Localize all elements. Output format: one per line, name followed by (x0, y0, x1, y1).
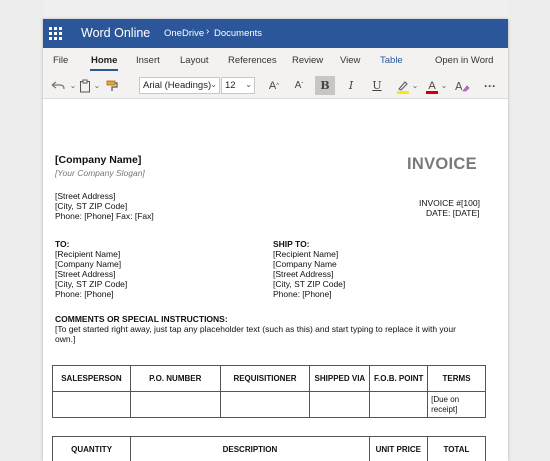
header-salesperson: SALESPERSON (53, 366, 131, 392)
header-terms: TERMS (428, 366, 486, 392)
font-color-button[interactable] (423, 76, 441, 95)
cell-shipped-via[interactable] (310, 392, 370, 418)
ship-to-line[interactable]: [Street Address] (273, 269, 334, 279)
street-address[interactable]: [Street Address] (55, 191, 116, 201)
undo-button[interactable] (46, 76, 68, 95)
ship-to-line[interactable]: Phone: [Phone] (273, 289, 332, 299)
breadcrumb-onedrive[interactable]: OneDrive (164, 28, 205, 39)
background-left (0, 0, 44, 461)
breadcrumb-documents[interactable]: Documents (214, 28, 263, 39)
highlight-color-bar (397, 91, 409, 94)
font-name-value: Arial (Headings) (143, 80, 212, 91)
shrink-font-icon: A (294, 80, 302, 91)
clear-formatting-button[interactable] (453, 76, 471, 95)
svg-text:A: A (455, 79, 463, 93)
tab-table[interactable]: Table (380, 55, 403, 66)
cell-terms[interactable]: [Due on receipt] (428, 392, 486, 418)
tab-insert[interactable]: Insert (136, 55, 160, 66)
ship-to-line[interactable]: [Company Name (273, 259, 337, 269)
tab-review[interactable]: Review (292, 55, 324, 66)
header-unit-price: UNIT PRICE (369, 437, 427, 461)
invoice-date[interactable]: DATE: [DATE] (426, 208, 480, 218)
more-options-icon[interactable]: ··· (484, 78, 496, 93)
document-canvas[interactable] (43, 100, 508, 461)
header-fob-point: F.O.B. POINT (370, 366, 428, 392)
tab-references[interactable]: References (228, 55, 277, 66)
tab-layout[interactable]: Layout (180, 55, 209, 66)
font-size-select[interactable] (221, 77, 255, 94)
phone-fax[interactable]: Phone: [Phone] Fax: [Fax] (55, 211, 154, 221)
shrink-font-button[interactable]: A ˇ (294, 80, 304, 91)
highlight-dropdown-icon[interactable]: ⌄ (411, 81, 419, 90)
breadcrumb-separator-icon: › (206, 26, 210, 37)
clipboard-icon (79, 79, 91, 93)
line-items-table (52, 436, 486, 461)
invoice-title[interactable]: INVOICE (407, 155, 477, 173)
to-line[interactable]: Phone: [Phone] (55, 289, 114, 299)
to-line[interactable]: [Recipient Name] (55, 249, 121, 259)
undo-dropdown-icon[interactable]: ⌄ (69, 81, 77, 90)
word-online-window (43, 19, 508, 461)
app-name[interactable]: Word Online (81, 26, 151, 40)
comments-text[interactable]: [To get started right away, just tap any placeholder text (such as this) and start typing to replace it with your (55, 324, 456, 334)
app-launcher-icon[interactable] (49, 27, 62, 40)
ship-to-line[interactable]: [Recipient Name] (273, 249, 339, 259)
header-total: TOTAL (427, 437, 485, 461)
highlight-button[interactable] (394, 76, 412, 95)
open-in-word-button[interactable]: Open in Word (435, 55, 494, 66)
bold-button[interactable]: B (315, 76, 335, 95)
to-label: TO: (55, 239, 70, 249)
comments-label: COMMENTS OR SPECIAL INSTRUCTIONS: (55, 314, 228, 324)
comments-text-cont[interactable]: own.] (55, 334, 76, 344)
font-color-bar (426, 91, 438, 94)
cell-fob-point[interactable] (370, 392, 428, 418)
format-painter-button[interactable] (103, 76, 121, 95)
grow-font-icon: A (268, 79, 277, 92)
cell-salesperson[interactable] (53, 392, 131, 418)
grow-font-button[interactable]: A ^ (268, 79, 280, 92)
active-tab-indicator (90, 69, 118, 71)
city-state-zip[interactable]: [City, ST ZIP Code] (55, 201, 128, 211)
font-name-select[interactable] (139, 77, 220, 94)
chevron-down-icon: ⌄ (245, 80, 252, 89)
company-name[interactable]: [Company Name] (55, 154, 142, 166)
format-painter-icon (105, 79, 119, 93)
ship-to-label: SHIP TO: (273, 239, 310, 249)
paste-button[interactable] (77, 76, 93, 95)
header-quantity: QUANTITY (53, 437, 131, 461)
to-line[interactable]: [Street Address] (55, 269, 116, 279)
title-bar (43, 19, 508, 48)
paste-dropdown-icon[interactable]: ⌄ (93, 81, 101, 90)
to-line[interactable]: [City, ST ZIP Code] (55, 279, 128, 289)
order-info-table (52, 365, 486, 418)
header-description: DESCRIPTION (131, 437, 370, 461)
italic-button[interactable]: I (348, 79, 354, 92)
home-toolbar (43, 72, 508, 99)
tab-view[interactable]: View (340, 55, 361, 66)
font-color-icon: A (428, 79, 436, 92)
company-slogan[interactable]: [Your Company Slogan] (55, 168, 145, 178)
tab-home[interactable]: Home (91, 55, 118, 66)
undo-icon (48, 80, 66, 92)
background-right (508, 0, 550, 461)
header-shipped-via: SHIPPED VIA (310, 366, 370, 392)
tab-file[interactable]: File (53, 55, 69, 66)
chevron-down-icon: ⌄ (210, 80, 217, 89)
font-size-value: 12 (225, 80, 236, 91)
header-requisitioner: REQUISITIONER (220, 366, 310, 392)
font-color-dropdown-icon[interactable]: ⌄ (440, 81, 448, 90)
underline-button[interactable]: U (372, 79, 382, 92)
cell-po-number[interactable] (130, 392, 220, 418)
invoice-number[interactable]: INVOICE #[100] (419, 198, 480, 208)
cell-requisitioner[interactable] (220, 392, 310, 418)
clear-formatting-icon (454, 79, 470, 93)
ship-to-line[interactable]: [City, ST ZIP Code] (273, 279, 346, 289)
header-po-number: P.O. NUMBER (130, 366, 220, 392)
to-line[interactable]: [Company Name] (55, 259, 122, 269)
highlighter-icon (396, 80, 410, 92)
